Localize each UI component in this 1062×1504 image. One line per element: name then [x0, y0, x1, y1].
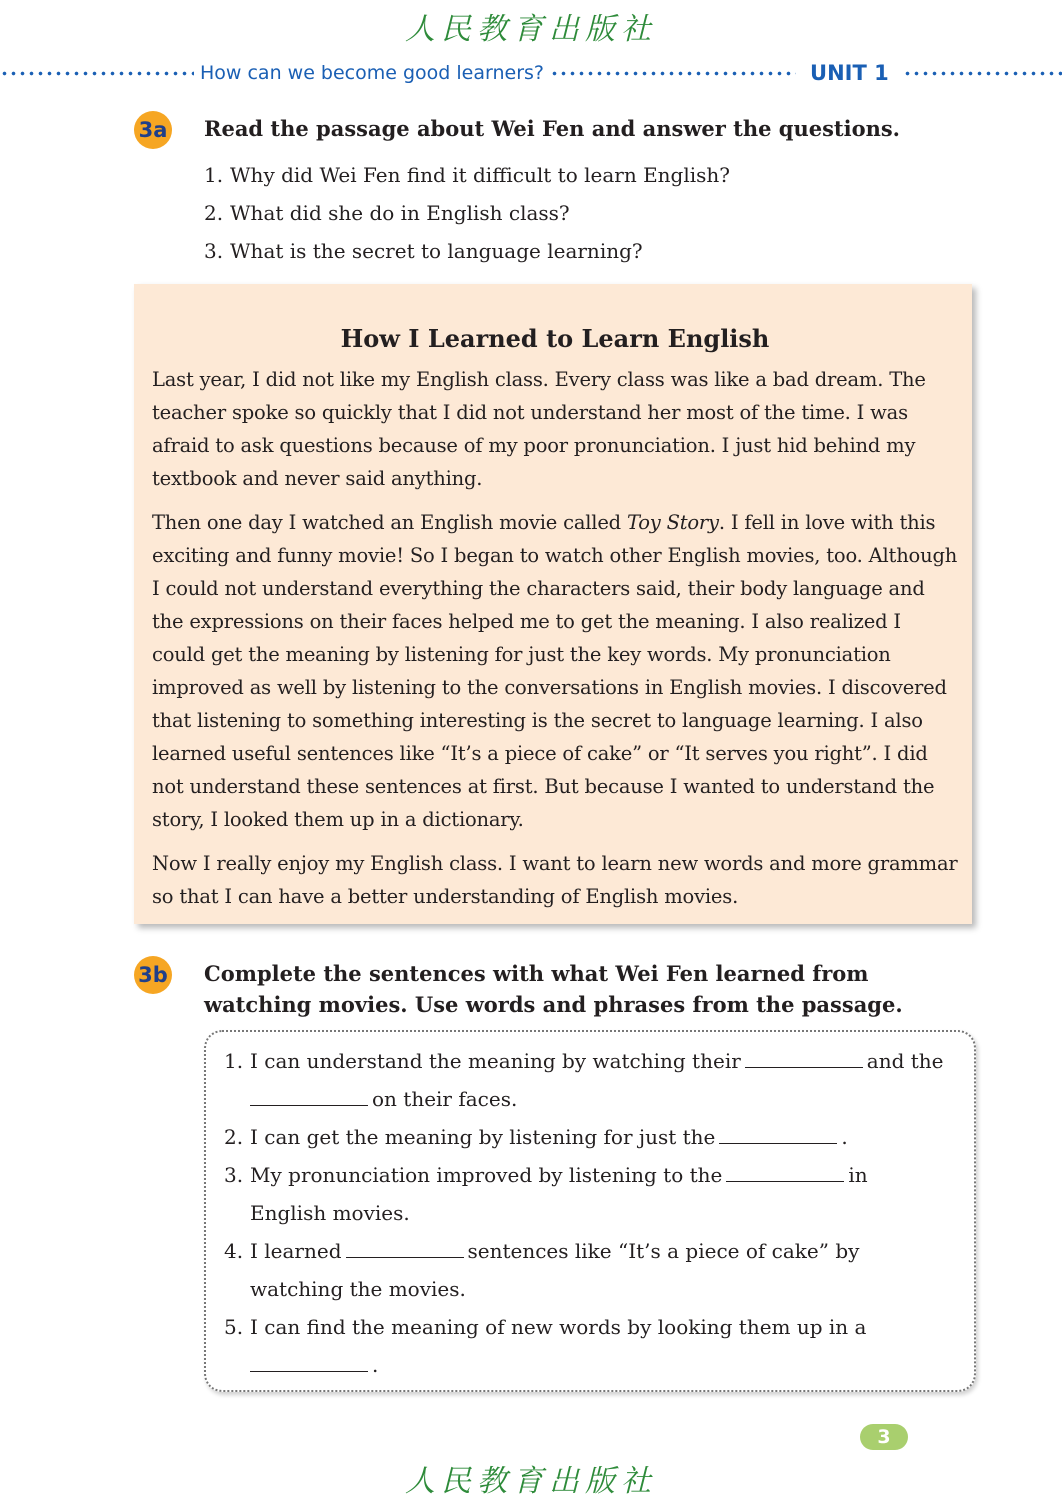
- unit-question-title: How can we become good learners?: [200, 62, 545, 84]
- reading-passage: [134, 284, 972, 924]
- unit-label: UNIT 1: [810, 61, 889, 85]
- movie-title: Toy Story: [626, 511, 719, 534]
- answer-blank[interactable]: [745, 1045, 863, 1068]
- exercise-item-4: 4. I learned sentences like “It’s a piece of cake” by watching the movies.: [224, 1232, 954, 1308]
- question-list-3a: [204, 156, 730, 270]
- passage-paragraph-1: Last year, I did not like my English class. Every class was like a bad dream. The teacher spoke so quickly that I did not understand her most of the time. I was afraid to ask questions because of my poor pronunciation. I just hid behind my textbook and never said anything.: [152, 368, 926, 490]
- page-number: 3: [860, 1424, 908, 1450]
- activity-badge-3a: 3a: [134, 111, 172, 149]
- publisher-logo-top: 人民教育出版社: [405, 12, 657, 47]
- exercise-box-3b: [204, 1030, 976, 1392]
- activity-badge-3b: 3b: [134, 956, 172, 994]
- header-dots-left: [0, 71, 194, 76]
- question-item: 1. Why did Wei Fen find it difficult to learn English?: [204, 163, 731, 187]
- instruction-3b: Complete the sentences with what Wei Fen learned from watching movies. Use words and phrases from the passage.: [204, 961, 903, 1017]
- exercise-item-1: 1. I can understand the meaning by watching their and the on their faces.: [224, 1042, 954, 1118]
- publisher-logo-bottom: 人民教育出版社: [405, 1464, 657, 1499]
- header-dots-right: [903, 71, 1062, 76]
- answer-blank[interactable]: [250, 1083, 368, 1106]
- exercise-list: [224, 1042, 954, 1384]
- passage-paragraph-3: Now I really enjoy my English class. I want to learn new words and more grammar so that I can have a better understanding of English movies.: [152, 852, 958, 908]
- exercise-item-3: 3. My pronunciation improved by listening to the in English movies.: [224, 1156, 954, 1232]
- answer-blank[interactable]: [250, 1349, 368, 1372]
- answer-blank[interactable]: [726, 1159, 844, 1182]
- question-item: 3. What is the secret to language learning?: [204, 239, 643, 263]
- exercise-item-2: 2. I can get the meaning by listening for just the .: [224, 1118, 954, 1156]
- instruction-3a: Read the passage about Wei Fen and answer the questions.: [204, 116, 900, 141]
- passage-title: How I Learned to Learn English: [340, 324, 770, 353]
- header-dots-middle: [550, 71, 796, 76]
- passage-paragraph-2: Then one day I watched an English movie called Toy Story. I fell in love with this exciting and funny movie! So I began to watch other English movies, too. Although I could not understand everything the characters said, their body language and the expressions on their faces helped me to get the meaning. I also realized I could get the meaning by listening for just the key words. My pronunciation improved as well by listening to the conversations in English movies. I discovered that listening to something interesting is the secret to language learning. I also learned useful sentences like “It’s a piece of cake” or “It serves you right”. I did not understand these sentences at first. But because I wanted to understand the story, I looked them up in a dictionary.: [152, 511, 958, 831]
- unit-header: [0, 56, 1062, 90]
- question-item: 2. What did she do in English class?: [204, 201, 570, 225]
- answer-blank[interactable]: [719, 1121, 837, 1144]
- answer-blank[interactable]: [346, 1235, 464, 1258]
- exercise-item-5: 5. I can find the meaning of new words by looking them up in a .: [224, 1315, 867, 1377]
